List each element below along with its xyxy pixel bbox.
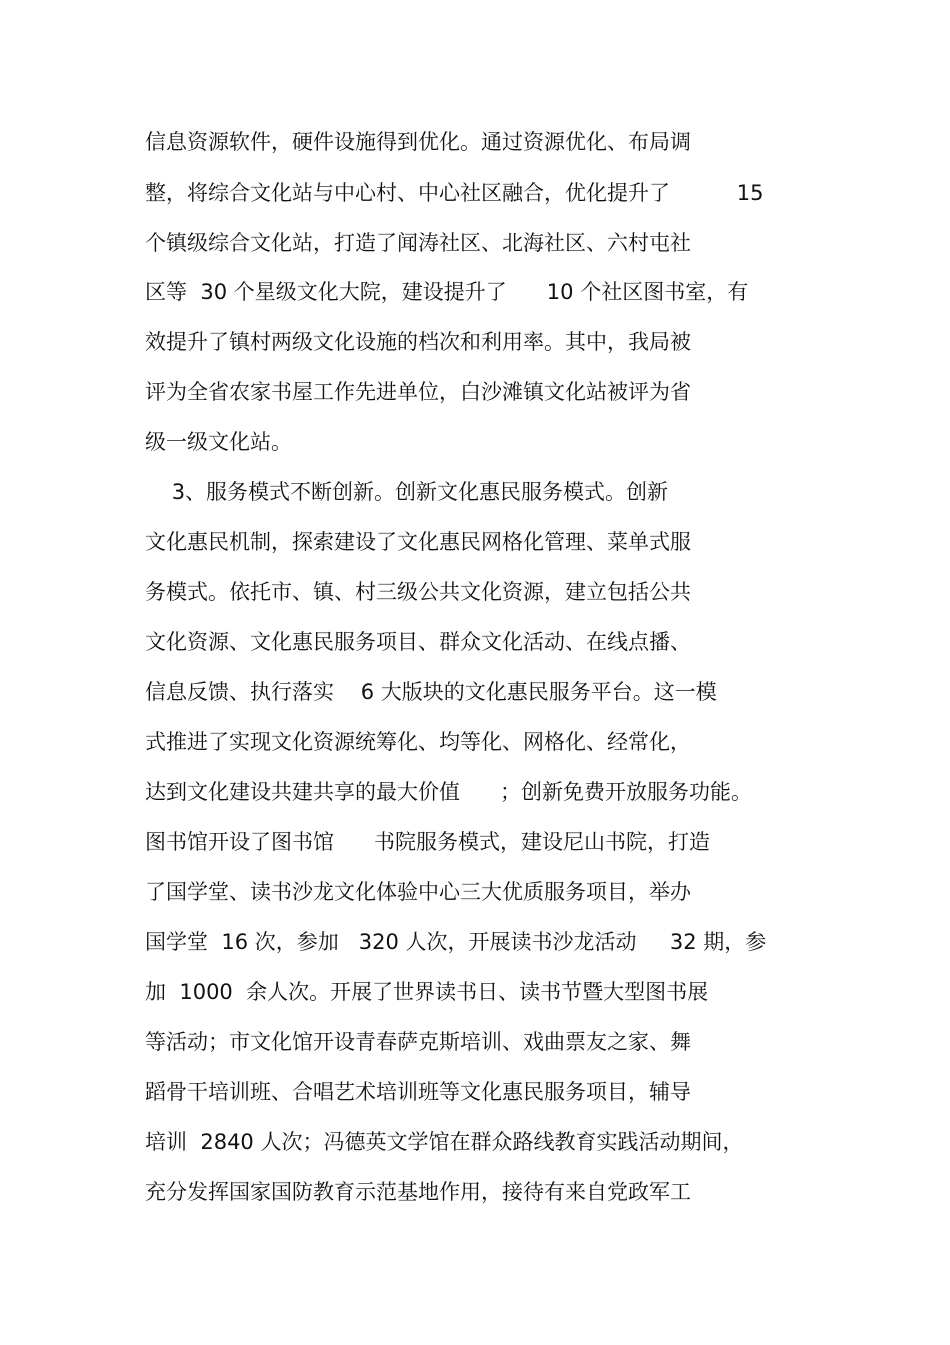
text-line: 加 1000 余人次。开展了世界读书日、读书节暨大型图书展 [145, 980, 709, 1004]
text-line: 个镇级综合文化站，打造了闻涛社区、北海社区、六村屯社 [145, 231, 691, 255]
text-line: 式推进了实现文化资源统筹化、均等化、网格化、经常化， [145, 730, 691, 754]
text-line: 达到文化建设共建共享的最大价值 ；创新免费开放服务功能。 [145, 780, 753, 804]
text-line: 评为全省农家书屋工作先进单位，白沙滩镇文化站被评为省 [145, 380, 691, 404]
text-line: 图书馆开设了图书馆 书院服务模式，建设尼山书院，打造 [145, 830, 711, 854]
text-line: 3、服务模式不断创新。创新文化惠民服务模式。创新 [145, 480, 669, 504]
text-line: 效提升了镇村两级文化设施的档次和利用率。其中，我局被 [145, 330, 691, 354]
text-line: 区等 30 个星级文化大院，建设提升了 10 个社区图书室，有 [145, 280, 749, 304]
text-line: 信息反馈、执行落实 6 大版块的文化惠民服务平台。这一模 [145, 680, 717, 704]
text-line: 级一级文化站。 [145, 430, 292, 454]
text-line: 充分发挥国家国防教育示范基地作用，接待有来自党政军工 [145, 1180, 691, 1204]
text-line: 文化资源、文化惠民服务项目、群众文化活动、在线点播、 [145, 630, 691, 654]
text-line: 了国学堂、读书沙龙文化体验中心三大优质服务项目，举办 [145, 880, 691, 904]
text-line: 务模式。依托市、镇、村三级公共文化资源，建立包括公共 [145, 580, 691, 604]
text-line: 国学堂 16 次，参加 320 人次，开展读书沙龙活动 32 期，参 [145, 930, 767, 954]
text-line: 文化惠民机制，探索建设了文化惠民网格化管理、菜单式服 [145, 530, 691, 554]
text-line: 整，将综合文化站与中心村、中心社区融合，优化提升了 15 [145, 181, 764, 205]
text-line: 信息资源软件，硬件设施得到优化。通过资源优化、布局调 [145, 130, 691, 154]
text-line: 蹈骨干培训班、合唱艺术培训班等文化惠民服务项目，辅导 [145, 1080, 691, 1104]
text-line: 等活动；市文化馆开设青春萨克斯培训、戏曲票友之家、舞 [145, 1030, 691, 1054]
text-line: 培训 2840 人次；冯德英文学馆在群众路线教育实践活动期间， [145, 1130, 744, 1154]
